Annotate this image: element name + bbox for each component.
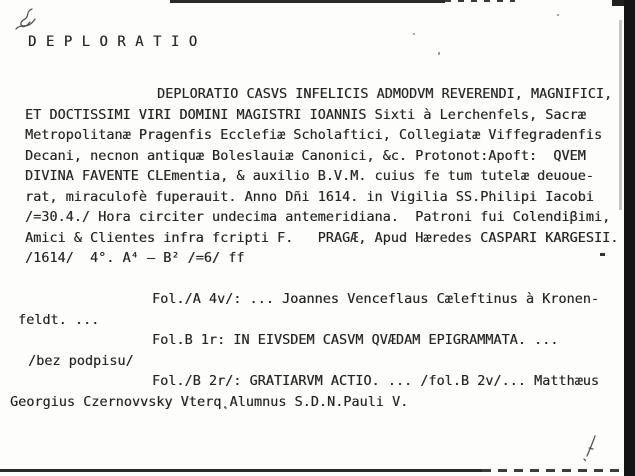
text-line: feldt. ... <box>18 311 100 328</box>
text-line: ET DOCTISSIMI VIRI DOMINI MAGISTRI IOANNIS Sixti à Lerchenfels, Sacræ <box>25 106 586 123</box>
document-title: D E P L O R A T I O <box>28 34 198 50</box>
bibliographic-description <box>25 84 618 269</box>
text-line: Metropolitanæ Pragenfis Ecclefiæ Scholaftici, Collegiatæ Viffegradenfis <box>25 127 603 143</box>
text-line: Decani, necnon antiquæ Boleslauiæ Canonici, &c. Protonot:Apoft: QVEM <box>25 147 586 164</box>
text-line: Amici & Clientes infra fcripti F. PRAGÆ, Apud Hæredes CASPARI KARGESII. <box>25 229 619 246</box>
text-line: Fol.B 1r: IN EIVSDEM CASVM QVÆDAM EPIGRAMMATA. ... <box>152 332 559 348</box>
scan-speck <box>557 14 559 16</box>
scan-edge-top-dashes <box>445 0 515 2</box>
scan-edge-bottom-dashes <box>482 469 624 472</box>
scan-edge-bottom <box>0 469 482 472</box>
text-line: Fol./B 2r/: GRATIARVM ACTIO. ... /fol.B 2v/... Matthæus <box>152 373 600 389</box>
text-line: rat, miraculofè fuperauit. Anno Dñi 1614. in Vigilia SS.Philipi Iacobi <box>25 188 594 205</box>
scan-speck <box>413 33 415 35</box>
scan-speck <box>438 52 440 55</box>
scan-edge-right <box>624 0 635 476</box>
scan-edge-top <box>170 0 445 3</box>
text-line: Georgius Czernovvsky Vterq̨ Alumnus S.D.N.Pauli V. <box>10 393 409 410</box>
text-line: DEPLORATIO CASVS INFELICIS ADMODVM REVERENDI, MAGNIFICI, <box>157 86 613 102</box>
scan-speck <box>600 253 605 256</box>
handwritten-mark-icon <box>578 434 604 464</box>
collation-line: /1614/ 4°. A⁴ – B² /=6/ ff <box>25 250 245 266</box>
text-line: DIVINA FAVENTE CLEmentia, & auxilio B.V.M. cuius fe tum tutelæ deuoue- <box>25 168 594 184</box>
contents-notes <box>8 289 599 412</box>
text-line: Fol./A 4v/: ... Joannes Venceflaus Cæleftinus à Kronen- <box>152 291 600 307</box>
scan-edge-right-faint <box>619 20 622 210</box>
text-line: /bez podpisu/ <box>28 352 134 369</box>
text-line: /=30.4./ Hora circiter undecima antemeridiana. Patroni fui Colendiβimi, <box>25 209 611 225</box>
